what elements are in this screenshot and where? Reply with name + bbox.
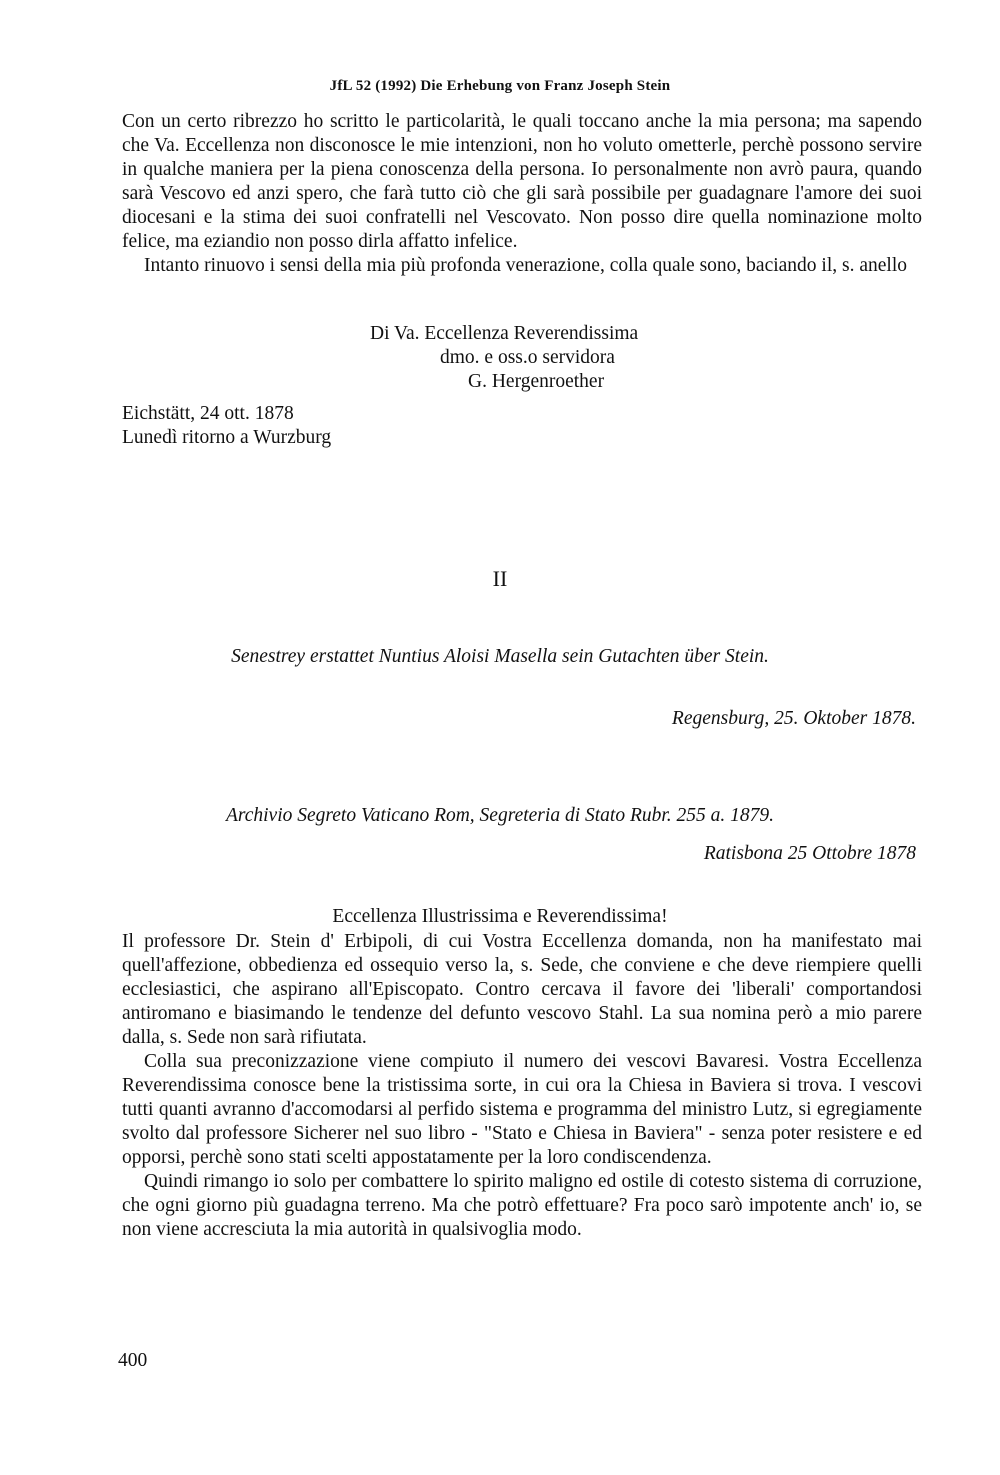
place-date: Eichstätt, 24 ott. 1878 <box>122 403 294 424</box>
section-summary: Senestrey erstattet Nuntius Aloisi Masella sein Gutachten über Stein. <box>231 646 769 667</box>
signature-line: Di Va. Eccellenza Reverendissima <box>370 323 639 344</box>
archive-reference: Archivio Segreto Vaticano Rom, Segreteria di Stato Rubr. 255 a. 1879. <box>225 805 775 826</box>
letter-2-paragraph: Il professore Dr. Stein d' Erbipoli, di cui Vostra Eccellenza domanda, non ha manifestato mai quell'affezione, obbedienza ed ossequio verso la, s. Sede, che conviene e che deve riempiere quelli ecclesiastici, che aspirano all'Episcopato. Contro cercava il favore dei 'liberali' comportandosi antiromano e biasimando le tendenze del defunto vescovo Stahl. La sua nomina però a mio parere dalla, s. Sede non sarà rifiutata. <box>122 931 922 1048</box>
section-date-line: Regensburg, 25. Oktober 1878. <box>671 708 916 729</box>
letter-2-paragraph: Quindi rimango io solo per combattere lo spirito maligno ed ostile di cotesto sistema di corruzione, che ogni giorno più guadagna terreno. Ma che potrò effettuare? Fra poco sarò impotente anch' io, se non viene accresciuta la mia autorità in qualsivoglia modo. <box>122 1171 922 1240</box>
letter-2-paragraph: Colla sua preconizzazione viene compiuto il numero dei vescovi Bavaresi. Vostra Eccellenza Reverendissima conosce bene la tristissima sorte, in cui ora la Chiesa in Baviera si trova. I vescovi tutti quanti avranno d'accomodarsi al perfido sistema e programma del ministro Lutz, si egregiamente svolto dal professore Sicherer nel suo libro - "Stato e Chiesa in Baviera" - senza poter resistere e ed opporsi, perchè sono stati scelti appostatamente per la loro condiscendenza. <box>122 1051 922 1168</box>
section-numeral: II <box>492 566 508 591</box>
running-head: JfL 52 (1992) Die Erhebung von Franz Joseph Stein <box>329 78 671 94</box>
letter-1-paragraph: Intanto rinuovo i sensi della mia più profonda venerazione, colla quale sono, baciando il, s. anello <box>144 255 907 276</box>
signature-name: G. Hergenroether <box>468 371 605 392</box>
salutation: Eccellenza Illustrissima e Reverendissima! <box>332 906 668 927</box>
postscript: Lunedì ritorno a Wurzburg <box>122 427 332 448</box>
letter-1-paragraph: Con un certo ribrezzo ho scritto le particolarità, le quali toccano anche la mia persona; ma sapendo che Va. Eccellenza non disconosce le mie intenzioni, non ho voluto ometterle, perchè possono servire in qualche maniera per la piena conoscenza della persona. Io personalmente non avrò paura, quando sarà Vescovo ed anzi spero, che farà tutto ciò che gli sarà possibile per guadagnare l'amore dei suoi diocesani e la stima dei suoi confratelli nel Vescovato. Non posso dire quella nominazione molto felice, ma eziandio non posso dirla affatto infelice. <box>122 111 922 252</box>
letter-2-body <box>122 930 922 1242</box>
page-number: 400 <box>118 1350 148 1371</box>
letter-date: Ratisbona 25 Ottobre 1878 <box>703 843 916 864</box>
letter-1-body <box>122 110 922 278</box>
signature-line: dmo. e oss.o servidora <box>440 347 615 368</box>
